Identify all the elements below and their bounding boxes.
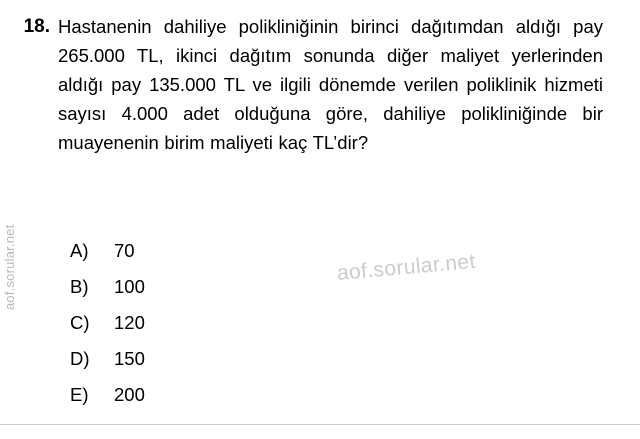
answer-options — [70, 240, 490, 420]
bottom-divider — [0, 424, 640, 425]
option-e-letter: E) — [70, 384, 89, 405]
side-watermark: aof.sorular.net — [2, 224, 17, 310]
option-a[interactable] — [70, 240, 490, 276]
question-text: Hastanenin dahiliye polikliniğinin birinci dağıtımdan aldığı pay 265.000 TL, ikinci dağıtım sonunda diğer maliyet yerlerinden aldığı pay 135.000 TL ve ilgili dönemde verilen poliklinik hizmeti sayısı 4.000 adet olduğuna göre, dahiliye polikliniğinde bir muayenenin birim maliyeti kaç TL’dir? — [58, 16, 603, 153]
option-e-text: 200 — [114, 384, 145, 405]
option-c[interactable] — [70, 312, 490, 348]
option-e[interactable] — [70, 384, 490, 420]
option-b-text: 100 — [114, 276, 145, 297]
question-number: 18. — [23, 16, 50, 37]
option-a-letter: A) — [70, 240, 89, 261]
option-b[interactable] — [70, 276, 490, 312]
option-d-letter: D) — [70, 348, 90, 369]
option-a-text: 70 — [114, 240, 135, 261]
option-b-letter: B) — [70, 276, 89, 297]
option-c-letter: C) — [70, 312, 90, 333]
option-c-text: 120 — [114, 312, 145, 333]
option-d-text: 150 — [114, 348, 145, 369]
question-block — [20, 12, 620, 157]
option-d[interactable] — [70, 348, 490, 384]
center-watermark: aof.sorular.net — [336, 249, 477, 285]
